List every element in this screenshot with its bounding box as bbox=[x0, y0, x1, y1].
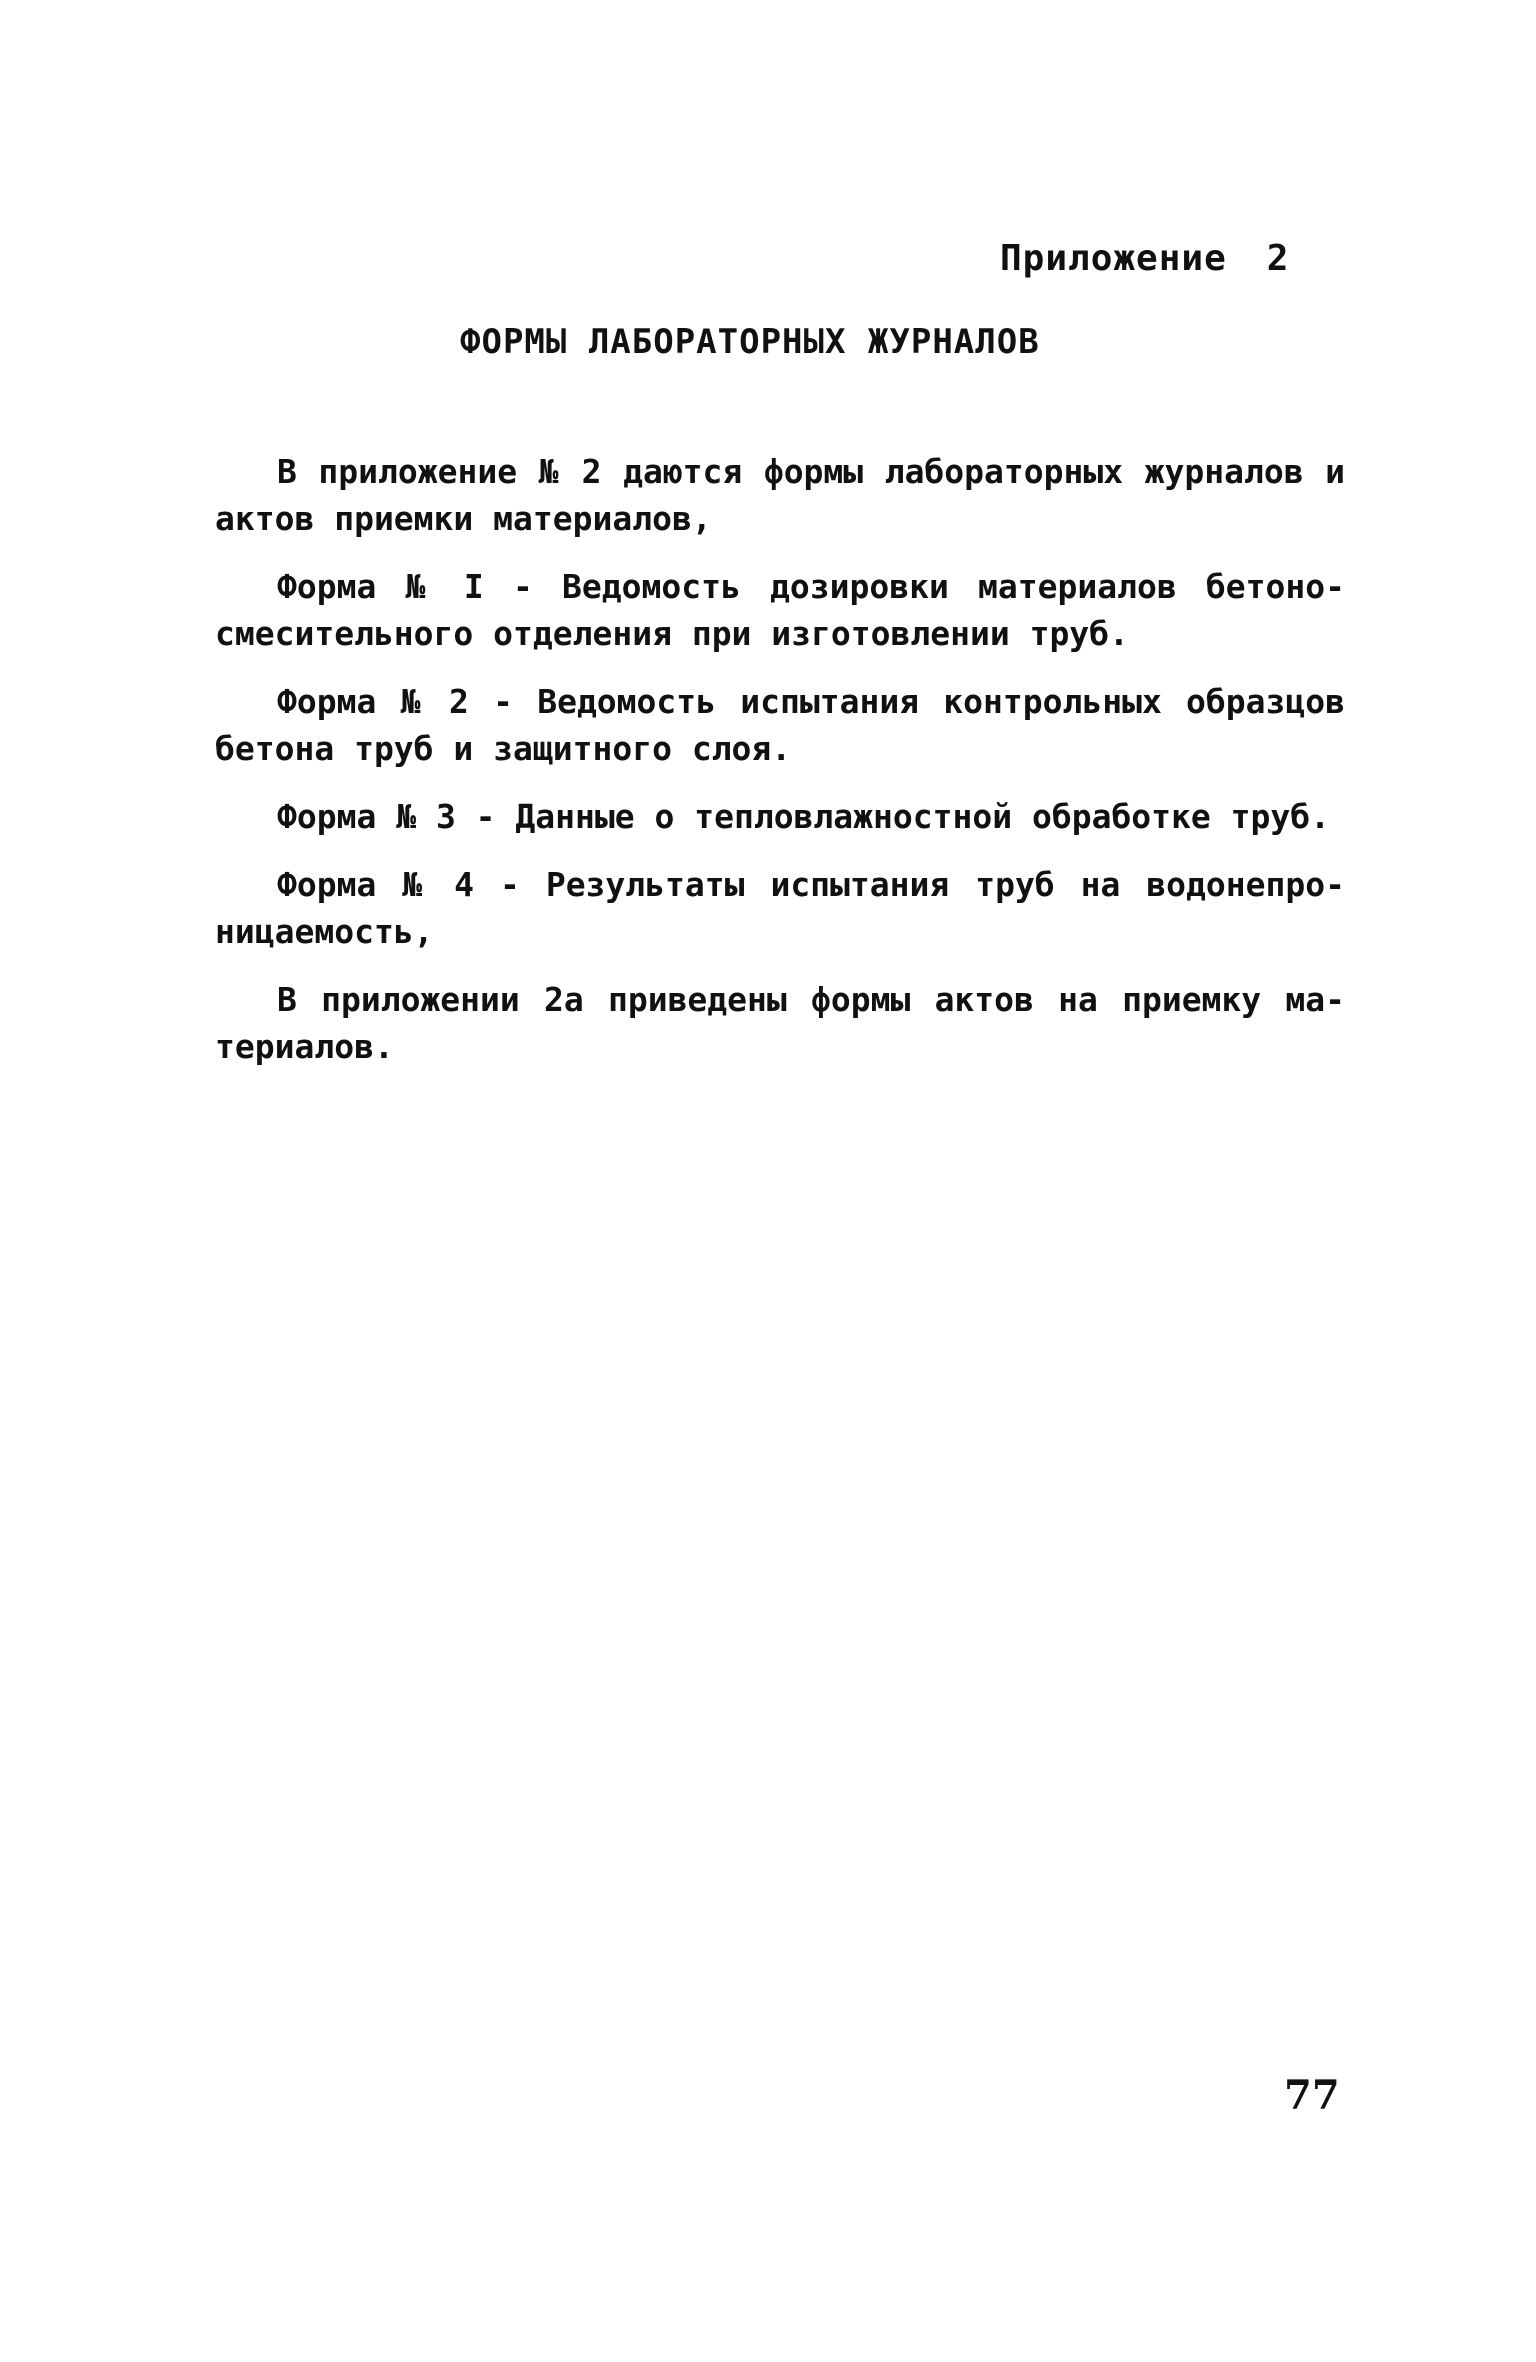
page-title: ФОРМЫ ЛАБОРАТОРНЫХ ЖУРНАЛОВ bbox=[460, 322, 1040, 362]
appendix-label bbox=[1000, 238, 1289, 279]
body-text bbox=[215, 448, 1365, 1091]
paragraph-form-2: Форма № 2 - Ведомость испытания контрольных образцов бетона труб и защитного слоя. bbox=[215, 682, 1365, 768]
page-number: 77 bbox=[1284, 2072, 1340, 2119]
paragraph-form-1: Форма № I - Ведомость дозировки материалов бетоно-смесительного отделения при изготовлении труб. bbox=[215, 567, 1345, 653]
paragraph-form-3: Форма № 3 - Данные о тепловлажностной обработке труб. bbox=[277, 797, 1330, 836]
paragraph-appendix-2a: В приложении 2а приведены формы актов на приемку ма-териалов. bbox=[215, 980, 1345, 1066]
paragraph-intro: В приложение № 2 даются формы лабораторных журналов и актов приемки материалов, bbox=[215, 452, 1365, 538]
appendix-word: Приложение bbox=[1000, 238, 1227, 279]
appendix-number: 2 bbox=[1266, 238, 1290, 279]
paragraph-form-4: Форма № 4 - Результаты испытания труб на водонепро-ницаемость, bbox=[215, 865, 1345, 951]
